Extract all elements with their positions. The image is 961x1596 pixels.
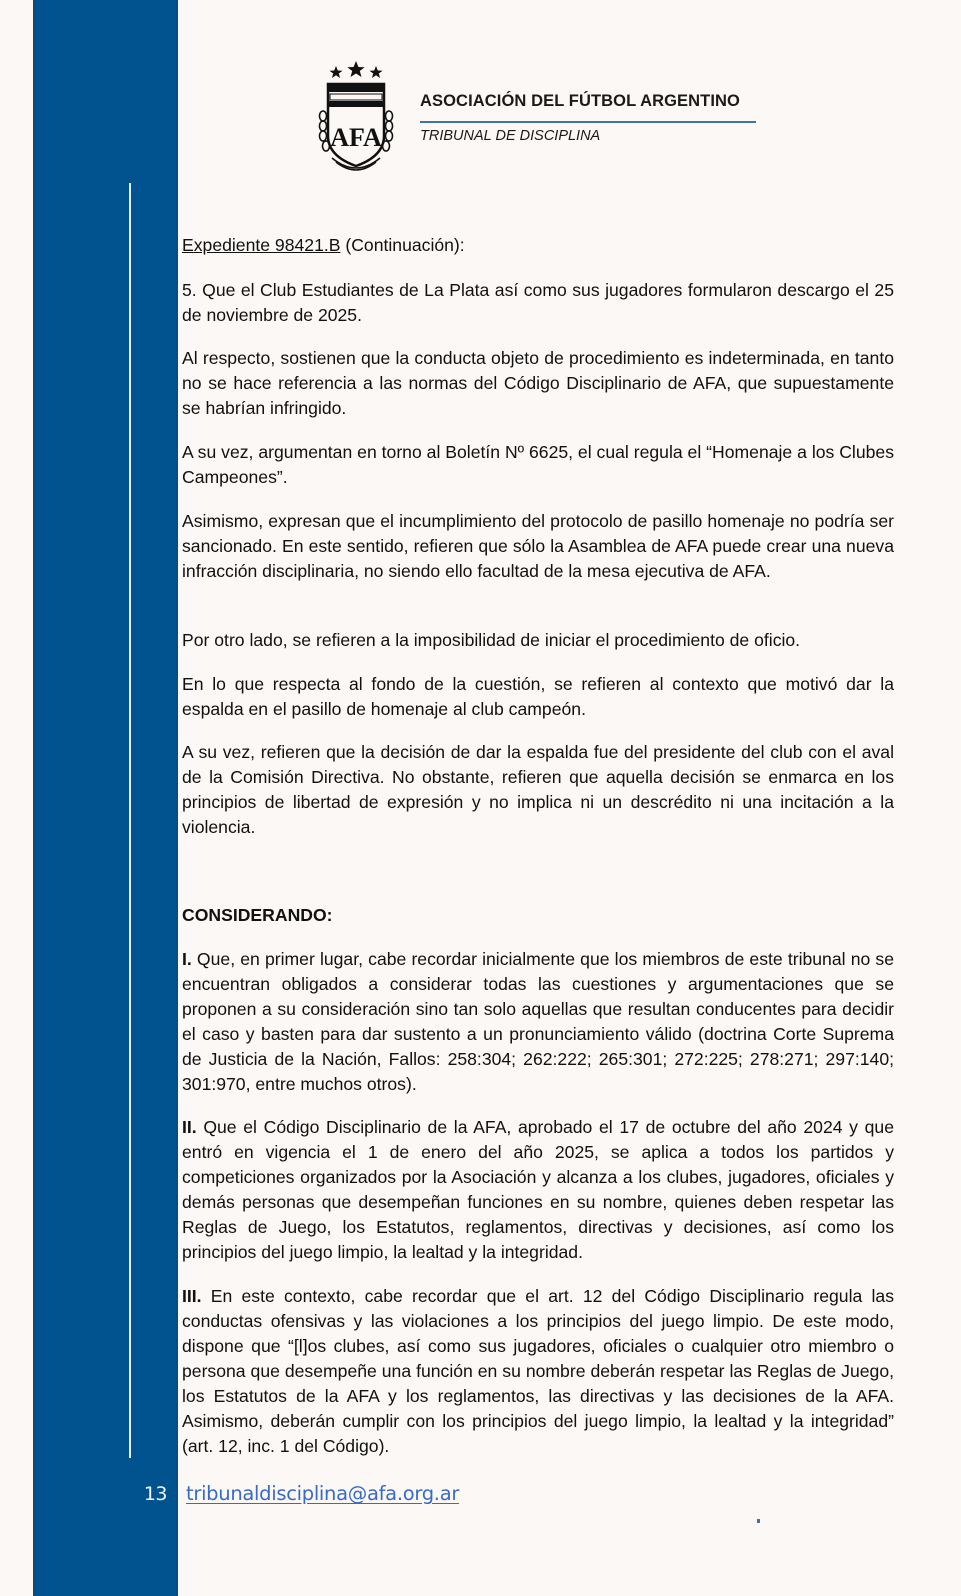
paragraph-indeterminacy-argument: Al respecto, sostienen que la conducta objeto de procedimiento es indeterminada, en tanto no se hace referencia a las normas del Código Disciplinario de AFA, que supuestamente se habrían infringido. (182, 348, 894, 418)
case-reference-suffix: (Continuación): (340, 235, 465, 255)
sidebar-band (33, 0, 178, 1596)
considerando-numeral: I. (182, 949, 192, 969)
considerando-numeral: II. (182, 1117, 197, 1137)
afa-crest-icon (316, 58, 396, 172)
considerando-numeral: III. (182, 1286, 202, 1306)
star-icon (330, 66, 343, 78)
contact-email-link[interactable]: tribunaldisciplina@afa.org.ar (186, 1482, 460, 1505)
considerando-item (182, 947, 894, 1097)
section-heading-considerando: CONSIDERANDO: (182, 905, 333, 925)
star-icon (347, 61, 364, 77)
sidebar-vertical-rule (129, 183, 131, 1458)
afa-monogram: AFA (330, 123, 382, 152)
paragraph-procedure-argument: Por otro lado, se refieren a la imposibilidad de iniciar el procedimiento de oficio. (182, 630, 801, 650)
decorative-dot (757, 1519, 760, 1523)
paragraph-boletin-argument: A su vez, argumentan en torno al Boletín Nº 6625, el cual regula el “Homenaje a los Clubes Campeones”. (182, 442, 894, 487)
case-reference (182, 233, 894, 258)
considerando-text: En este contexto, cabe recordar que el art. 12 del Código Disciplinario regula las conductas ofensivas y las violaciones a los principios del juego limpio. De este modo, dispone que “[l]os clubes, así como sus jugadores, oficiales o cualquier otro miembro o persona que desempeñe una función en su nombre deberán respetar las Reglas de Juego, los Estatutos de la AFA y los reglamentos, las directivas y las decisiones de la AFA. Asimismo, deberán cumplir con los principios del juego limpio, la lealtad y la integridad” (art. 12, inc. 1 del Código). (182, 1286, 894, 1456)
star-icon (370, 66, 383, 78)
header-divider (420, 121, 756, 123)
page-number: 13 (143, 1483, 167, 1505)
paragraph-descargo: 5. Que el Club Estudiantes de La Plata así como sus jugadores formularon descargo el 25 de noviembre de 2025. (182, 280, 894, 325)
considerando-text: Que el Código Disciplinario de la AFA, aprobado el 17 de octubre del año 2024 y que entró en vigencia el 1 de enero del año 2025, se aplica a todos los partidos y competiciones organizados por la Asociación y alcanza a los clubes, jugadores, oficiales y demás personas que desempeñan funciones en su nombre, quienes deben respetar las Reglas de Juego, los Estatutos, reglamentos, directivas y decisiones, así como los principios del juego limpio, la lealtad y la integridad. (182, 1117, 894, 1262)
organization-subtitle: TRIBUNAL DE DISCIPLINA (420, 128, 601, 144)
paragraph-context-argument: En lo que respecta al fondo de la cuestión, se refieren al contexto que motivó dar la espalda en el pasillo de homenaje al club campeón. (182, 674, 894, 719)
considerando-text: Que, en primer lugar, cabe recordar inicialmente que los miembros de este tribunal no se encuentran obligados a considerar todas las cuestiones y argumentaciones que se proponen a su consideración sino tan solo aquellas que resultan conducentes para decidir el caso y basten para dar sustento a un pronunciamiento válido (doctrina Corte Suprema de Justicia de la Nación, Fallos: 258:304; 262:222; 265:301; 272:225; 278:271; 297:140; 301:970, entre muchos otros). (182, 949, 894, 1094)
considerando-item (182, 1284, 894, 1459)
considerando-item (182, 1115, 894, 1265)
organization-name: ASOCIACIÓN DEL FÚTBOL ARGENTINO (420, 92, 740, 110)
paragraph-protocol-argument: Asimismo, expresan que el incumplimiento del protocolo de pasillo homenaje no podría ser sancionado. En este sentido, refieren que sólo la Asamblea de AFA puede crear una nueva infracción disciplinaria, no siendo ello facultad de la mesa ejecutiva de AFA. (182, 511, 894, 581)
case-reference-number: Expediente 98421.B (182, 235, 341, 255)
paragraph-freedom-expression-argument: A su vez, refieren que la decisión de dar la espalda fue del presidente del club con el aval de la Comisión Directiva. No obstante, refieren que aquella decisión se enmarca en los principios de libertad de expresión y no implica ni un descrédito ni una incitación a la violencia. (182, 742, 894, 837)
